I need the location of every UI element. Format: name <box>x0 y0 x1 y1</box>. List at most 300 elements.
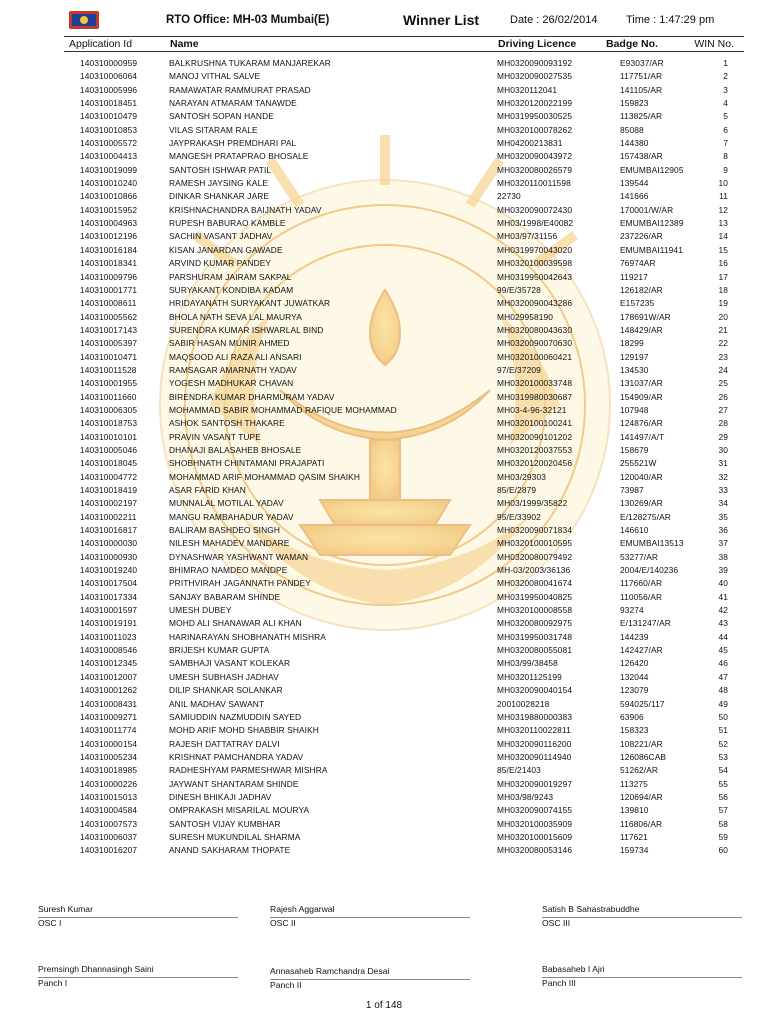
badge-no-cell: 113275 <box>620 778 648 789</box>
name-cell: DILIP SHANKAR SOLANKAR <box>169 685 283 696</box>
name-cell: RAMAWATAR RAMMURAT PRASAD <box>169 84 311 95</box>
table-row <box>0 297 768 310</box>
page-title: Winner List <box>403 12 480 28</box>
table-row <box>0 818 768 831</box>
application-id-cell: 140310007573 <box>80 818 138 829</box>
application-id-cell: 140310016817 <box>80 525 138 536</box>
application-id-cell: 140310010101 <box>80 431 138 442</box>
driving-licence-cell: 97/E/37209 <box>497 364 541 375</box>
driving-licence-cell: MH0320120022199 <box>497 98 573 109</box>
table-row <box>0 577 768 590</box>
table-row <box>0 57 768 70</box>
application-id-cell: 140310017504 <box>80 578 138 589</box>
signature-line <box>38 917 238 918</box>
name-cell: DHANAJI BALASAHEB BHOSALE <box>169 444 302 455</box>
signatory-name: Suresh Kumar <box>38 904 93 914</box>
win-no-cell: 9 <box>723 164 728 175</box>
application-id-cell: 140310012007 <box>80 671 138 682</box>
driving-licence-cell: MH0320080053146 <box>497 845 573 856</box>
name-cell: MUNNALAL MOTILAL YADAV <box>169 498 284 509</box>
badge-no-cell: 158679 <box>620 444 649 455</box>
name-cell: ANIL MADHAV SAWANT <box>169 698 265 709</box>
name-cell: SANTOSH ISHWAR PATIL <box>169 164 272 175</box>
badge-no-cell: 159734 <box>620 845 649 856</box>
name-cell: SACHIN VASANT JADHAV <box>169 231 273 242</box>
application-id-cell: 140310001262 <box>80 685 138 696</box>
badge-no-cell: 124876/AR <box>620 418 663 429</box>
badge-no-cell: 144380 <box>620 138 649 149</box>
driving-licence-cell: MH0320080041674 <box>497 578 573 589</box>
win-no-cell: 50 <box>718 711 728 722</box>
table-row <box>0 457 768 470</box>
win-no-cell: 57 <box>718 805 728 816</box>
table-row <box>0 217 768 230</box>
win-no-cell: 48 <box>718 685 728 696</box>
table-row <box>0 284 768 297</box>
application-id-cell: 140310005397 <box>80 338 138 349</box>
win-no-cell: 20 <box>718 311 728 322</box>
badge-no-cell: 131037/AR <box>620 378 663 389</box>
name-cell: PRAVIN VASANT TUPE <box>169 431 261 442</box>
badge-no-cell: 126086CAB <box>620 751 667 762</box>
win-no-cell: 23 <box>718 351 728 362</box>
signatory-role: Panch II <box>270 980 302 990</box>
badge-no-cell: 119217 <box>620 271 648 282</box>
table-row <box>0 537 768 550</box>
badge-no-cell: 141666 <box>620 191 649 202</box>
name-cell: BALKRUSHNA TUKARAM MANJAREKAR <box>169 58 331 68</box>
name-cell: MANGU RAMBAHADUR YADAV <box>169 511 294 522</box>
name-cell: UMESH DUBEY <box>169 605 232 616</box>
table-row <box>0 351 768 364</box>
application-id-cell: 140310005996 <box>80 84 138 95</box>
win-no-cell: 17 <box>718 271 728 282</box>
signature-line <box>270 917 470 918</box>
table-row <box>0 311 768 324</box>
signatory-name: Annasaheb Ramchandra Desai <box>270 966 390 976</box>
driving-licence-cell: MH0320090043972 <box>497 151 573 162</box>
table-row <box>0 524 768 537</box>
win-no-cell: 2 <box>723 71 728 82</box>
table-row <box>0 631 768 644</box>
win-no-cell: 60 <box>718 845 728 856</box>
badge-no-cell: E/131247/AR <box>620 618 671 629</box>
badge-no-cell: 53277/AR <box>620 551 659 562</box>
win-no-cell: 33 <box>718 485 728 495</box>
name-cell: RAMESH JAYSING KALE <box>169 178 269 189</box>
badge-no-cell: 141105/AR <box>620 84 663 95</box>
name-cell: HARINARAYAN SHOBHANATH MISHRA <box>169 631 326 642</box>
application-id-cell: 140310005234 <box>80 751 138 762</box>
win-no-cell: 31 <box>718 458 728 469</box>
table-row <box>0 417 768 430</box>
application-id-cell: 140310010471 <box>80 351 138 362</box>
table-row <box>0 604 768 617</box>
win-no-cell: 28 <box>718 418 728 429</box>
application-id-cell: 140310015013 <box>80 791 138 802</box>
badge-no-cell: E157235 <box>620 298 655 309</box>
win-no-cell: 52 <box>718 738 728 749</box>
table-header <box>64 36 744 52</box>
application-id-cell: 140310011023 <box>80 631 137 642</box>
driving-licence-cell: MH0320112041 <box>497 84 558 95</box>
table-row <box>0 617 768 630</box>
driving-licence-cell: MH0320100033748 <box>497 378 573 389</box>
application-id-cell: 140310018753 <box>80 418 138 429</box>
application-id-cell: 140310000226 <box>80 778 138 789</box>
driving-licence-cell: MH0320090043286 <box>497 298 573 309</box>
name-cell: SAMBHAJI VASANT KOLEKAR <box>169 658 291 669</box>
driving-licence-cell: 22730 <box>497 191 521 202</box>
name-cell: DINESH BHIKAJI JADHAV <box>169 791 272 802</box>
table-row <box>0 391 768 404</box>
application-id-cell: 140310018419 <box>80 485 138 495</box>
name-cell: BIRENDRA KUMAR DHARMURAM YADAV <box>169 391 335 402</box>
badge-no-cell: 148429/AR <box>620 324 663 335</box>
badge-no-cell: 255521W <box>620 458 657 469</box>
table-row <box>0 724 768 737</box>
badge-no-cell: 123079 <box>620 685 649 696</box>
name-cell: JAYPRAKASH PREMDHARI PAL <box>169 138 297 149</box>
badge-no-cell: 113825/AR <box>620 111 663 122</box>
win-no-cell: 8 <box>723 151 728 162</box>
table-row <box>0 97 768 110</box>
win-no-cell: 41 <box>718 591 728 602</box>
state-emblem-icon <box>68 10 100 30</box>
driving-licence-cell: MH0320100060421 <box>497 351 573 362</box>
application-id-cell: 140310017334 <box>80 591 138 602</box>
win-no-cell: 42 <box>718 605 728 616</box>
driving-licence-cell: MH0320100039598 <box>497 258 573 269</box>
name-cell: MANOJ VITHAL SALVE <box>169 71 261 82</box>
name-cell: SANTOSH VIJAY KUMBHAR <box>169 818 281 829</box>
driving-licence-cell: MH0319950031748 <box>497 631 573 642</box>
name-cell: SAMIUDDIN NAZMUDDIN SAYED <box>169 711 302 722</box>
name-cell: SURYAKANT KONDIBA KADAM <box>169 284 294 295</box>
driving-licence-cell: MH03-4-96-32121 <box>497 404 567 415</box>
badge-no-cell: E/128275/AR <box>620 511 671 522</box>
application-id-cell: 140310018451 <box>80 98 138 109</box>
application-id-cell: 140310005562 <box>80 311 138 322</box>
name-cell: BRIJESH KUMAR GUPTA <box>169 645 270 656</box>
badge-no-cell: 144239 <box>620 631 649 642</box>
badge-no-cell: 134530 <box>620 364 649 375</box>
application-id-cell: 140310008546 <box>80 645 138 656</box>
application-id-cell: 140310008431 <box>80 698 138 709</box>
win-no-cell: 47 <box>718 671 728 682</box>
table-row <box>0 84 768 97</box>
win-no-cell: 22 <box>718 338 728 349</box>
driving-licence-cell: MH0320100035909 <box>497 818 573 829</box>
driving-licence-cell: MH0320090027535 <box>497 71 573 82</box>
name-cell: SABIR HASAN MUNIR AHMED <box>169 338 290 349</box>
win-no-cell: 13 <box>718 218 728 229</box>
driving-licence-cell: MH0319950040825 <box>497 591 573 602</box>
table-row <box>0 244 768 257</box>
application-id-cell: 140310012196 <box>80 231 138 242</box>
driving-licence-cell: MH0319880000383 <box>497 711 573 722</box>
badge-no-cell: 108221/AR <box>620 738 663 749</box>
table-row <box>0 671 768 684</box>
signatory-name: Premsingh Dhannasingh Saini <box>38 964 154 974</box>
win-no-cell: 7 <box>723 138 728 149</box>
badge-no-cell: 116806/AR <box>620 818 663 829</box>
table-row <box>0 404 768 417</box>
badge-no-cell: EMUMBAI13513 <box>620 538 684 549</box>
name-cell: SURENDRA KUMAR ISHWARLAL BIND <box>169 324 324 335</box>
report-time: Time : 1:47:29 pm <box>626 14 715 26</box>
badge-no-cell: 120040/AR <box>620 471 663 482</box>
col-application-id: Application Id <box>69 38 133 50</box>
name-cell: RUPESH BABURAO KAMBLE <box>169 218 286 229</box>
table-row <box>0 70 768 83</box>
application-id-cell: 140310000959 <box>80 58 138 68</box>
win-no-cell: 16 <box>718 258 728 269</box>
badge-no-cell: 63906 <box>620 711 644 722</box>
name-cell: NARAYAN ATMARAM TANAWDE <box>169 98 297 109</box>
win-no-cell: 14 <box>718 231 728 242</box>
name-cell: RAMSAGAR AMARNATH YADAV <box>169 364 297 375</box>
badge-no-cell: 594025/117 <box>620 698 665 709</box>
table-row <box>0 564 768 577</box>
col-win-no: WIN No. <box>694 38 734 50</box>
badge-no-cell: 107948 <box>620 404 649 415</box>
badge-no-cell: 146610 <box>620 525 649 536</box>
win-no-cell: 34 <box>718 498 728 509</box>
win-no-cell: 4 <box>723 98 728 109</box>
table-row <box>0 778 768 791</box>
badge-no-cell: 110056/AR <box>620 591 663 602</box>
win-no-cell: 53 <box>718 751 728 762</box>
win-no-cell: 43 <box>718 618 728 629</box>
win-no-cell: 32 <box>718 471 728 482</box>
win-no-cell: 15 <box>718 244 728 255</box>
driving-licence-cell: MH0320090019297 <box>497 778 573 789</box>
table-row <box>0 698 768 711</box>
win-no-cell: 1 <box>723 58 728 68</box>
badge-no-cell: 130269/AR <box>620 498 663 509</box>
table-row <box>0 484 768 497</box>
name-cell: MOHD ALI SHANAWAR ALI KHAN <box>169 618 302 629</box>
badge-no-cell: 126182/AR <box>620 284 663 295</box>
win-no-cell: 46 <box>718 658 728 669</box>
table-row <box>0 804 768 817</box>
driving-licence-cell: 20010028218 <box>497 698 550 709</box>
table-row <box>0 271 768 284</box>
application-id-cell: 140310018045 <box>80 458 138 469</box>
name-cell: MANGESH PRATAPRAO BHOSALE <box>169 151 309 162</box>
application-id-cell: 140310015952 <box>80 204 138 215</box>
application-id-cell: 140310005572 <box>80 138 138 149</box>
badge-no-cell: 142427/AR <box>620 645 663 656</box>
win-no-cell: 10 <box>718 178 728 189</box>
win-no-cell: 21 <box>718 324 728 335</box>
report-date: Date : 26/02/2014 <box>510 14 598 26</box>
badge-no-cell: 126420 <box>620 658 649 669</box>
driving-licence-cell: MH0319950030525 <box>497 111 573 122</box>
name-cell: ANAND SAKHARAM THOPATE <box>169 845 291 856</box>
win-no-cell: 59 <box>718 831 728 842</box>
badge-no-cell: 139810 <box>620 805 649 816</box>
win-no-cell: 54 <box>718 765 728 776</box>
driving-licence-cell: MH0319950042643 <box>497 271 573 282</box>
driving-licence-cell: MH0320090093192 <box>497 58 573 68</box>
name-cell: PRITHVIRAH JAGANNATH PANDEY <box>169 578 311 589</box>
signatory-role: OSC I <box>38 918 62 928</box>
signatory-name: Rajesh Aggarwal <box>270 904 335 914</box>
signatory-role: OSC III <box>542 918 571 928</box>
application-id-cell: 140310000154 <box>80 738 138 749</box>
table-row <box>0 497 768 510</box>
win-no-cell: 11 <box>719 191 728 202</box>
name-cell: KRISHNAT PAMCHANDRA YADAV <box>169 751 304 762</box>
badge-no-cell: EMUMBAI12389 <box>620 218 684 229</box>
application-id-cell: 140310017143 <box>80 324 138 335</box>
driving-licence-cell: 99/E/35728 <box>497 284 541 295</box>
application-id-cell: 140310009796 <box>80 271 138 282</box>
name-cell: OMPRAKASH MISARILAL MOURYA <box>169 805 310 816</box>
application-id-cell: 140310012345 <box>80 658 138 669</box>
application-id-cell: 140310004963 <box>80 218 138 229</box>
driving-licence-cell: MH04200213831 <box>497 138 563 149</box>
name-cell: DYNASHWAR YASHWANT WAMAN <box>169 551 309 562</box>
application-id-cell: 140310002197 <box>80 498 138 509</box>
driving-licence-cell: MH03201125199 <box>497 671 562 682</box>
driving-licence-cell: MH03/1999/35822 <box>497 498 568 509</box>
badge-no-cell: 2004/E/140236 <box>620 565 679 576</box>
name-cell: BALIRAM BASHDEO SINGH <box>169 525 280 536</box>
driving-licence-cell: MH0320080092975 <box>497 618 573 629</box>
badge-no-cell: EMUMBAI12905 <box>620 164 684 175</box>
driving-licence-cell: MH0320090114940 <box>497 751 572 762</box>
badge-no-cell: 117660/AR <box>620 578 663 589</box>
win-no-cell: 51 <box>718 725 728 736</box>
name-cell: NILESH MAHADEV MANDARE <box>169 538 290 549</box>
table-row <box>0 591 768 604</box>
name-cell: UMESH SUBHASH JADHAV <box>169 671 279 682</box>
col-driving-licence: Driving Licence <box>498 38 577 50</box>
win-no-cell: 30 <box>718 444 728 455</box>
driving-licence-cell: MH0320090074155 <box>497 805 573 816</box>
badge-no-cell: 51262/AR <box>620 765 659 776</box>
driving-licence-cell: MH03/99/38458 <box>497 658 558 669</box>
badge-no-cell: 93274 <box>620 605 644 616</box>
badge-no-cell: 85088 <box>620 124 644 135</box>
table-row <box>0 551 768 564</box>
application-id-cell: 140310011528 <box>80 364 137 375</box>
badge-no-cell: 120694/AR <box>620 791 663 802</box>
name-cell: BHIMRAO NAMDEO MANDPE <box>169 565 288 576</box>
win-no-cell: 56 <box>718 791 728 802</box>
win-no-cell: 26 <box>718 391 728 402</box>
application-id-cell: 140310000930 <box>80 551 138 562</box>
application-id-cell: 140310001955 <box>80 378 138 389</box>
table-row <box>0 137 768 150</box>
table-row <box>0 431 768 444</box>
table-row <box>0 364 768 377</box>
signatory-role: Panch I <box>38 978 68 988</box>
driving-licence-cell: MH0320090040154 <box>497 685 573 696</box>
application-id-cell: 140310011774 <box>80 725 137 736</box>
win-no-cell: 35 <box>718 511 728 522</box>
name-cell: RADHESHYAM PARMESHWAR MISHRA <box>169 765 328 776</box>
table-row <box>0 644 768 657</box>
name-cell: MOHAMMAD SABIR MOHAMMAD RAFIQUE MOHAMMAD <box>169 404 397 415</box>
table-row <box>0 324 768 337</box>
table-row <box>0 150 768 163</box>
name-cell: KRISHNACHANDRA BAIJNATH YADAV <box>169 204 322 215</box>
driving-licence-cell: MH0320120020456 <box>497 458 573 469</box>
table-row <box>0 751 768 764</box>
signature-line <box>542 917 742 918</box>
table-row <box>0 444 768 457</box>
win-no-cell: 25 <box>718 378 728 389</box>
badge-no-cell: 170001/W/AR <box>620 204 674 215</box>
badge-no-cell: 159823 <box>620 98 649 109</box>
signatory-name: Satish B Sahastrabuddhe <box>542 904 640 914</box>
win-no-cell: 55 <box>718 778 728 789</box>
win-no-cell: 38 <box>718 551 728 562</box>
driving-licence-cell: MH0320100008558 <box>497 605 573 616</box>
driving-licence-cell: MH0320080079492 <box>497 551 573 562</box>
name-cell: SHOBHNATH CHINTAMANI PRAJAPATI <box>169 458 325 469</box>
table-row <box>0 511 768 524</box>
name-cell: PARSHURAM JAIRAM SAKPAL <box>169 271 292 282</box>
rto-office-label: RTO Office: MH-03 Mumbai(E) <box>166 14 330 26</box>
driving-licence-cell: MH0320090070630 <box>497 338 573 349</box>
badge-no-cell: 178691W/AR <box>620 311 671 322</box>
win-no-cell: 12 <box>718 204 728 215</box>
signature-line <box>38 977 238 978</box>
driving-licence-cell: 85/E/2879 <box>497 485 537 495</box>
badge-no-cell: 18299 <box>620 338 644 349</box>
table-row <box>0 204 768 217</box>
application-id-cell: 140310004584 <box>80 805 138 816</box>
win-no-cell: 40 <box>718 578 728 589</box>
name-cell: ASAR FARID KHAN <box>169 485 246 495</box>
table-row <box>0 764 768 777</box>
application-id-cell: 140310001771 <box>80 284 138 295</box>
application-id-cell: 140310006037 <box>80 831 138 842</box>
driving-licence-cell: MH03/97/31156 <box>497 231 558 242</box>
application-id-cell: 140310018341 <box>80 258 138 269</box>
application-id-cell: 140310019191 <box>80 618 138 629</box>
name-cell: RAJESH DATTATRAY DALVI <box>169 738 280 749</box>
badge-no-cell: 157438/AR <box>620 151 663 162</box>
table-row <box>0 831 768 844</box>
driving-licence-cell: MH0320100010595 <box>497 538 573 549</box>
driving-licence-cell: MH0319980030687 <box>497 391 573 402</box>
application-id-cell: 140310010240 <box>80 178 138 189</box>
win-no-cell: 6 <box>723 124 728 135</box>
name-cell: MAQSOOD ALI RAZA ALI ANSARI <box>169 351 302 362</box>
win-no-cell: 44 <box>718 631 728 642</box>
badge-no-cell: 129197 <box>620 351 649 362</box>
driving-licence-cell: MH-03/2003/36136 <box>497 565 571 576</box>
badge-no-cell: EMUMBAI11941 <box>620 244 683 255</box>
table-row <box>0 657 768 670</box>
badge-no-cell: 73987 <box>620 485 644 495</box>
signatory-name: Babasaheb I Ajri <box>542 964 605 974</box>
application-id-cell: 140310005046 <box>80 444 138 455</box>
badge-no-cell: 117621 <box>620 831 648 842</box>
win-no-cell: 58 <box>718 818 728 829</box>
driving-licence-cell: MH03/29303 <box>497 471 546 482</box>
application-id-cell: 140310006305 <box>80 404 138 415</box>
application-id-cell: 140310002211 <box>80 511 137 522</box>
table-row <box>0 190 768 203</box>
signatory-role: OSC II <box>270 918 296 928</box>
